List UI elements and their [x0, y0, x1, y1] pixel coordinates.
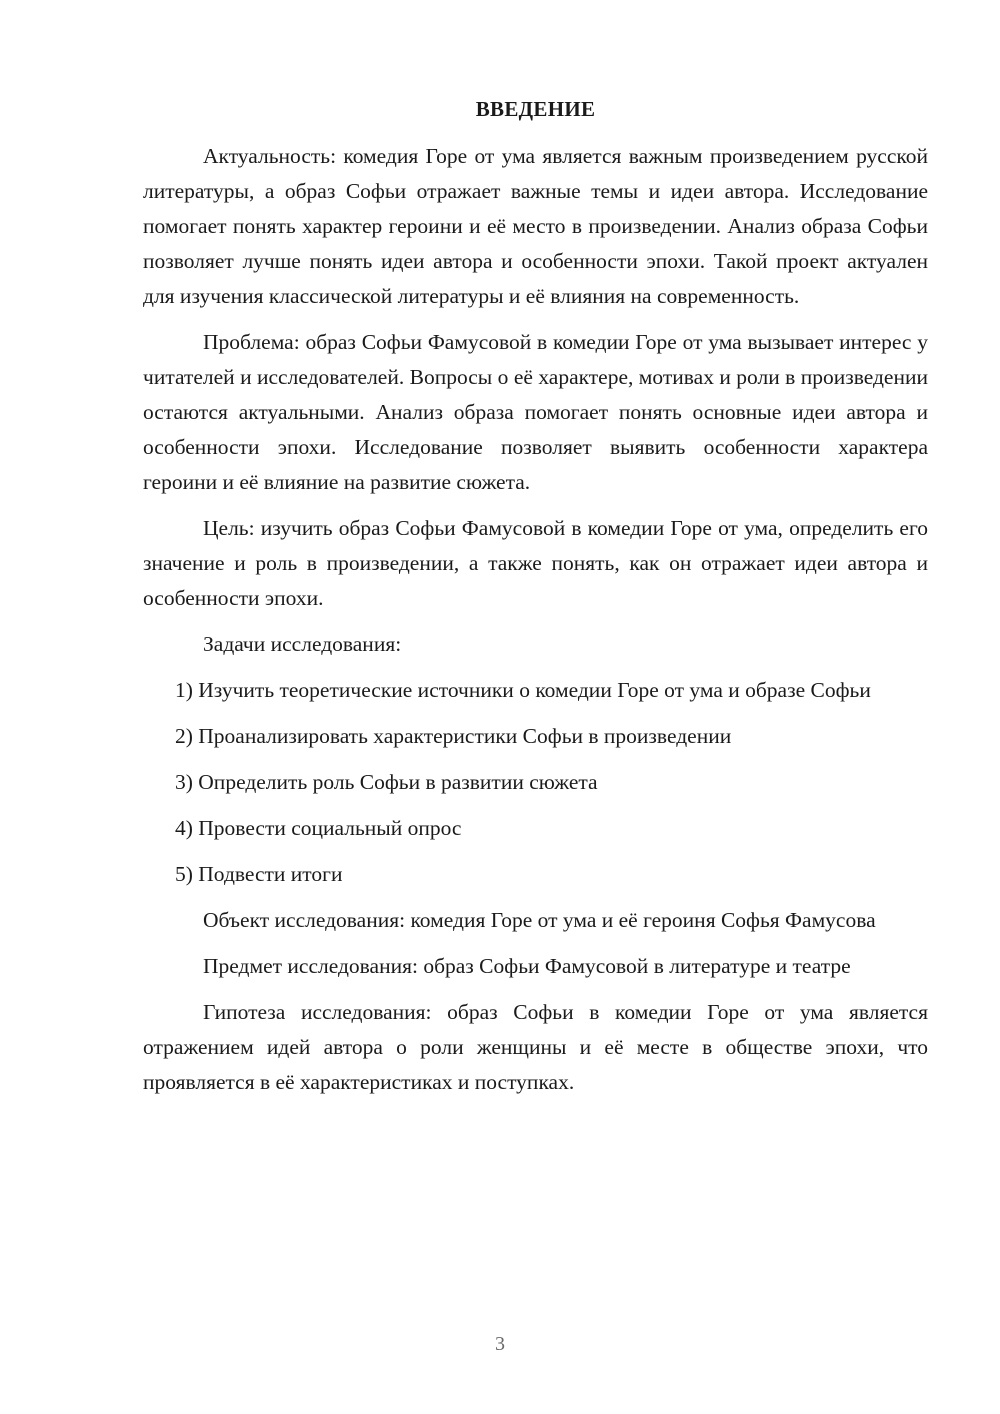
task-item: 1) Изучить теоретические источники о комедии Горе от ума и образе Софьи	[175, 678, 871, 702]
document-page	[143, 92, 928, 1111]
task-item: 2) Проанализировать характеристики Софьи в произведении	[175, 724, 732, 748]
page-number: 3	[495, 1333, 505, 1355]
goal-paragraph: Цель: изучить образ Софьи Фамусовой в комедии Горе от ума, определить его значение и роль в произведении, а также понять, как он отражает идеи автора и особенности эпохи.	[143, 516, 928, 610]
subject-paragraph: Предмет исследования: образ Софьи Фамусовой в литературе и театре	[203, 954, 851, 978]
task-item: 3) Определить роль Софьи в развитии сюжета	[175, 770, 598, 794]
page-title: ВВЕДЕНИЕ	[475, 97, 596, 121]
object-paragraph: Объект исследования: комедия Горе от ума и её героиня Софья Фамусова	[203, 908, 876, 932]
task-item: 4) Провести социальный опрос	[175, 816, 462, 840]
task-item: 5) Подвести итоги	[175, 862, 343, 886]
hypothesis-paragraph: Гипотеза исследования: образ Софьи в комедии Горе от ума является отражением идей автора о роли женщины и её месте в обществе эпохи, что проявляется в её характеристиках и поступках.	[143, 1000, 928, 1094]
problem-paragraph: Проблема: образ Софьи Фамусовой в комедии Горе от ума вызывает интерес у читателей и исследователей. Вопросы о её характере, мотивах и роли в произведении остаются актуальными. Анализ образа помогает понять основные идеи автора и особенности эпохи. Исследование позволяет выявить особенности характера героини и её влияние на развитие сюжета.	[143, 330, 928, 494]
relevance-paragraph: Актуальность: комедия Горе от ума является важным произведением русской литературы, а образ Софьи отражает важные темы и идеи автора. Исследование помогает понять характер героини и её место в произведении. Анализ образа Софьи позволяет лучше понять идеи автора и особенности эпохи. Такой проект актуален для изучения классической литературы и её влияния на современность.	[143, 144, 928, 308]
tasks-title: Задачи исследования:	[203, 632, 402, 656]
